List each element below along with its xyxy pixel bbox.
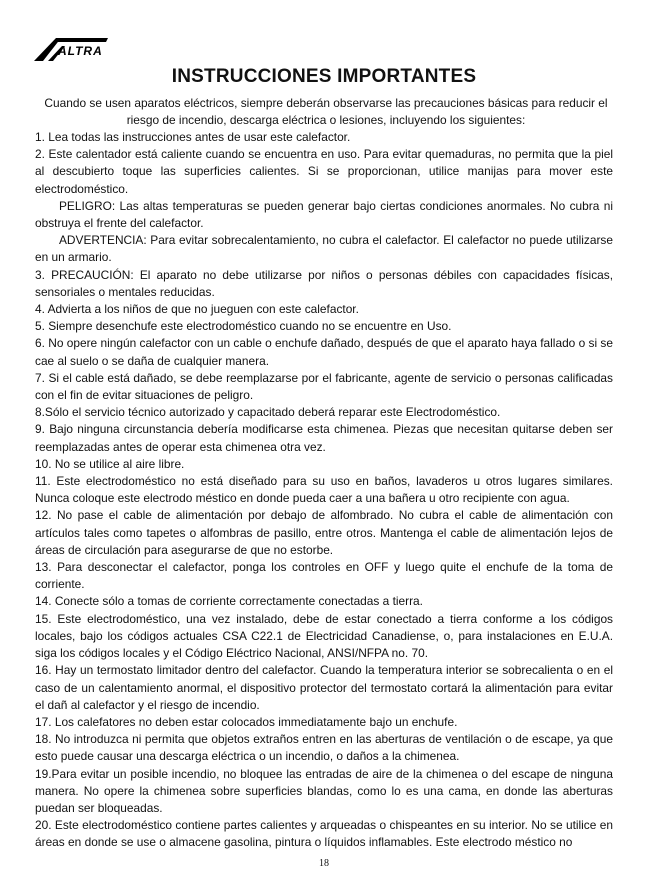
logo-text: ALTRA xyxy=(58,44,103,58)
instruction-item: 19.Para evitar un posible incendio, no bloquee las entradas de aire de la chimenea o del escape de ninguna manera. No opere la chimenea sobre superficies blandas, como lo es una cama, en donde las aberturas puedan ser bloqueadas. xyxy=(35,766,613,815)
instruction-item: 7. Si el cable está dañado, se debe reemplazarse por el fabricante, agente de servicio o personas calificadas con el fin de evitar situaciones de peligro. xyxy=(35,370,613,403)
instruction-item: 16. Hay un termostato limitador dentro del calefactor. Cuando la temperatura interior se sobrecalienta o en el caso de un calentamiento anormal, el dispositivo protector del termostato cortará la alimentación para evitar el dañ al calefactor y el riesgo de incendio. xyxy=(35,663,613,712)
instruction-item: 12. No pase el cable de alimentación por debajo de alfombrado. No cubra el cable de alimentación con artículos tales como tapetes o alfombras de pasillo, entre otros. Mantenga el cable de alimentación lejos de áreas de circulación para asegurarse de que no estorbe. xyxy=(35,508,613,557)
page-number: 18 xyxy=(319,858,329,869)
instruction-item: 15. Este electrodoméstico, una vez instalado, debe de estar conectado a tierra conforme a los códigos locales, bajo los códigos actuales CSA C22.1 de Electricidad Canadiense, o, para instalaciones en E.U.A. siga los códigos locales y el Código Eléctrico Nacional, ANSI/NFPA no. 70. xyxy=(35,611,613,661)
instruction-item: 4. Advierta a los niños de que no jueguen con este calefactor. xyxy=(35,302,359,317)
intro-paragraph: Cuando se usen aparatos eléctricos, siempre deberán observarse las precauciones básicas para reducir el riesgo de incendio, descarga eléctrica o lesiones, incluyendo los siguientes: xyxy=(44,96,608,128)
instruction-item: 8.Sólo el servicio técnico autorizado y capacitado deberá reparar este Electrodoméstico. xyxy=(35,405,501,420)
instruction-item: 17. Los calefatores no deben estar colocados immediatamente bajo un enchufe. xyxy=(35,714,458,729)
instruction-item: 10. No se utilice al aire libre. xyxy=(35,456,185,471)
instruction-item: 6. No opere ningún calefactor con un cable o enchufe dañado, después de que el aparato haya fallado o si se cae al suelo o se daña de cualquier manera. xyxy=(35,336,613,368)
instruction-item: 20. Este electrodoméstico contiene partes calientes y arqueadas o chispeantes en su interior. No se utilice en áreas en donde se use o almacene gasolina, pintura o líquidos inflamables. Este electrodo méstico no xyxy=(35,818,613,850)
instruction-item: 11. Este electrodoméstico no está diseñado para su uso en baños, lavaderos u otros lugares similares. Nunca coloque este electrodo méstico en donde pueda caer a una bañera u otro recipiente con agua. xyxy=(35,474,613,506)
warning-note: ADVERTENCIA: Para evitar sobrecalentamiento, no cubra el calefactor. El calefactor no puede utilizarse en un armario. xyxy=(35,233,613,265)
instruction-item: 18. No introduzca ni permita que objetos extraños entren en las aberturas de ventilación o de escape, ya que esto puede causar una descarga eléctrica o un incendio, o daños a la chimenea. xyxy=(35,732,613,764)
page-title: INSTRUCCIONES IMPORTANTES xyxy=(171,66,477,87)
instruction-item: 13. Para desconectar el calefactor, ponga los controles en OFF y luego quite el enchufe de la toma de corriente. xyxy=(35,560,613,592)
instruction-item: 3. PRECAUCIÓN: El aparato no debe utilizarse por niños o personas débiles con capacidades físicas, sensoriales o mentales reducidas. xyxy=(35,267,613,299)
instruction-item: 5. Siempre desenchufe este electrodoméstico cuando no se encuentre en Uso. xyxy=(35,319,452,334)
danger-note: PELIGRO: Las altas temperaturas se pueden generar bajo ciertas condiciones anormales. No cubra ni obstruya el frente del calefactor. xyxy=(35,198,613,231)
instruction-list xyxy=(35,129,613,852)
instruction-item: 14. Conecte sólo a tomas de corriente correctamente conectadas a tierra. xyxy=(35,594,423,609)
instruction-item: 9. Bajo ninguna circunstancia debería modificarse esta chimenea. Piezas que necesitan quitarse deben ser reemplazadas antes de operar esta chimenea otra vez. xyxy=(35,422,613,454)
instruction-item: 1. Lea todas las instrucciones antes de usar este calefactor. xyxy=(35,130,351,144)
instruction-item: 2. Este calentador está caliente cuando se encuentra en uso. Para evitar quemaduras, no permita que la piel al descubierto toque las superficies calientes. Si se proporcionan, utilice manijas para mover este electrodoméstico. xyxy=(35,147,613,196)
